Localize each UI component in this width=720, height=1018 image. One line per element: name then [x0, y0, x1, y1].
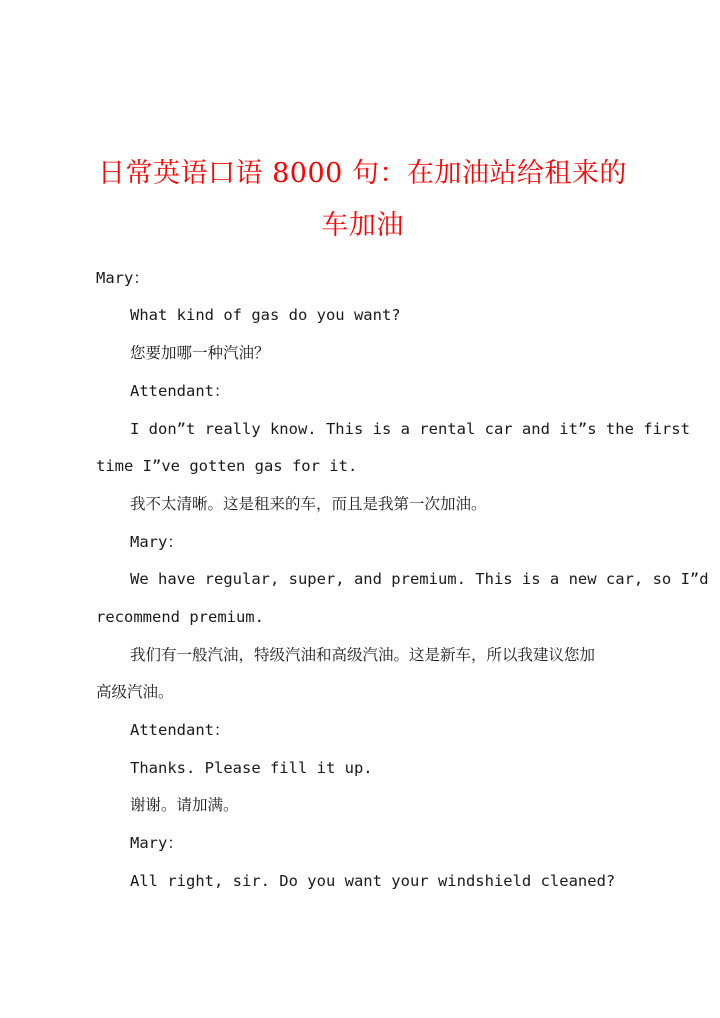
speaker-label: Attendant：	[130, 721, 230, 739]
english-line-continued: time I”ve gotten gas for it.	[96, 457, 358, 475]
english-line: Thanks. Please fill it up.	[130, 759, 373, 777]
speaker-label: Mary：	[96, 269, 149, 287]
chinese-translation: 我们有一般汽油，特级汽油和高级汽油。这是新车，所以我建议您加	[130, 646, 596, 664]
chinese-translation-continued: 高级汽油。	[96, 683, 174, 701]
english-line: All right, sir. Do you want your windshield cleaned?	[130, 872, 616, 890]
document-title: 日常英语口语 8000 句：在加油站给租来的车加油	[98, 158, 627, 241]
english-line: What kind of gas do you want?	[130, 306, 401, 324]
english-line: I don”t really know. This is a rental car and it”s the first	[130, 420, 690, 438]
english-line: We have regular, super, and premium. This is a new car, so I”d	[130, 570, 709, 588]
chinese-translation: 我不太清晰。这是租来的车，而且是我第一次加油。	[130, 495, 487, 513]
chinese-translation: 您要加哪一种汽油？	[130, 344, 270, 362]
speaker-label: Attendant：	[130, 382, 230, 400]
english-line-continued: recommend premium.	[96, 608, 264, 626]
speaker-label: Mary：	[130, 834, 183, 852]
chinese-translation: 谢谢。请加满。	[130, 796, 239, 814]
speaker-label: Mary：	[130, 533, 183, 551]
